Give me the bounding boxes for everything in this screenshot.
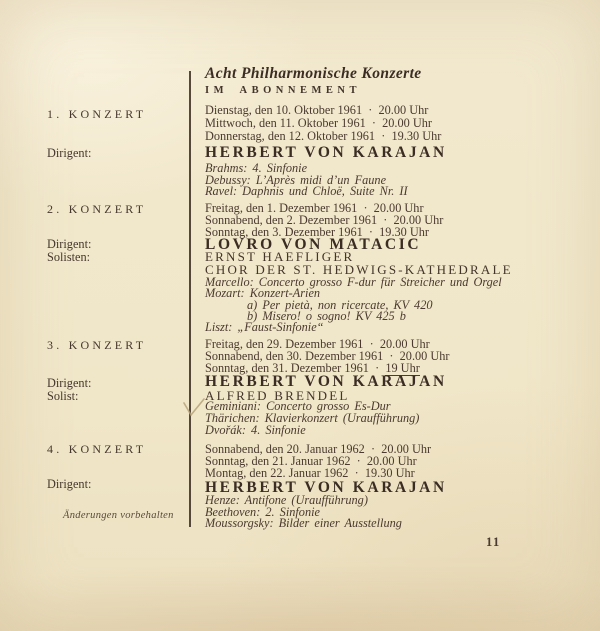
concert-3-label: 3. KONZERT (47, 338, 147, 352)
concert-3-role-dirigent: Dirigent: (47, 376, 92, 390)
column-divider-rule (189, 71, 191, 527)
date-line: Freitag, den 29. Dezember 1961 · 20.00 Uhr (205, 337, 430, 351)
concert-1-conductor: HERBERT VON KARAJAN (205, 144, 447, 161)
concert-2-program (205, 277, 502, 333)
date-line: Sonntag, den 21. Januar 1962 · 20.00 Uhr (205, 454, 417, 469)
concert-2-role-dirigent: Dirigent: (47, 237, 92, 251)
soloist-name: ERNST HAEFLIGER (205, 249, 355, 264)
concert-3-soloist: ALFRED BRENDEL (205, 388, 350, 403)
concert-3-program (205, 401, 419, 436)
concert-1-program (205, 163, 408, 198)
date-line: Sonntag, den 3. Dezember 1961 · 19.30 Uhr (205, 225, 430, 240)
changes-reserved-note: Änderungen vorbehalten (63, 510, 174, 521)
concert-4-dates (205, 443, 431, 480)
date-line: Sonnabend, den 20. Januar 1962 · 20.00 Uhr (205, 442, 432, 456)
concert-2-soloists (205, 251, 513, 276)
underlined-time: 19 Uhr (385, 361, 420, 376)
page-number: 11 (486, 535, 501, 549)
concert-1-role-dirigent: Dirigent: (47, 146, 92, 160)
concert-3-conductor: HERBERT VON KARAJAN (205, 373, 447, 390)
program-line: b) Misero! o sogno! KV 425 b (247, 308, 406, 323)
concert-4-program (205, 495, 402, 530)
date-line: Sonnabend, den 2. Dezember 1961 · 20.00 Uhr (205, 213, 444, 228)
date-line: Mittwoch, den 11. Oktober 1961 · 20.00 Uhr (205, 116, 433, 130)
date-line-prefix: Sonntag, den 31. Dezember 1961 · (205, 361, 386, 376)
date-line: Sonnabend, den 30. Dezember 1961 · 20.00 Uhr (205, 349, 450, 364)
date-line: Montag, den 22. Januar 1962 · 19.30 Uhr (205, 466, 415, 481)
program-line: Mozart: Konzert-Arien (205, 286, 321, 301)
soloist-name: CHOR DER ST. HEDWIGS-KATHEDRALE (205, 261, 513, 277)
concert-2-label: 2. KONZERT (47, 202, 147, 216)
concert-3-role-solist: Solist: (47, 389, 79, 403)
page-title: Acht Philharmonische Konzerte (205, 65, 422, 82)
concert-2-dates (205, 202, 443, 239)
program-line: Beethoven: 2. Sinfonie (205, 504, 320, 519)
date-line: Dienstag, den 10. Oktober 1961 · 20.00 Uhr (205, 103, 429, 117)
program-line: Dvořák: 4. Sinfonie (205, 422, 306, 437)
page-subtitle: IM ABONNEMENT (205, 85, 361, 96)
program-line: Liszt: „Faust-Sinfonie“ (205, 320, 324, 335)
program-line: Ravel: Daphnis und Chloë, Suite Nr. II (205, 184, 408, 198)
program-line: Brahms: 4. Sinfonie (205, 161, 308, 175)
concert-4-label: 4. KONZERT (47, 442, 147, 456)
program-line: a) Per pietà, non ricercate, KV 420 (247, 297, 433, 312)
concert-2-role-solisten: Solisten: (47, 250, 91, 264)
concert-4-conductor: HERBERT VON KARAJAN (205, 479, 447, 496)
program-line: Henze: Antifone (Uraufführung) (205, 493, 368, 507)
concert-3-dates (205, 338, 450, 375)
program-line: Moussorgsky: Bilder einer Ausstellung (205, 516, 402, 530)
program-line: Debussy: L’Après midi d’un Faune (205, 172, 387, 187)
program-line: Thärichen: Klavierkonzert (Uraufführung) (205, 410, 420, 425)
program-line: Marcello: Concerto grosso F-dur für Streicher und Orgel (205, 275, 502, 289)
concert-4-role-dirigent: Dirigent: (47, 477, 92, 491)
date-line: Donnerstag, den 12. Oktober 1961 · 19.30 Uhr (205, 129, 442, 143)
concert-1-dates (205, 104, 441, 143)
program-line: Geminiani: Concerto grosso Es-Dur (205, 399, 391, 413)
date-line: Freitag, den 1. Dezember 1961 · 20.00 Uhr (205, 201, 424, 215)
concert-2-conductor: LOVRO VON MATACIC (205, 236, 422, 253)
concert-1-label: 1. KONZERT (47, 107, 147, 121)
pencil-checkmark-icon (182, 398, 206, 417)
